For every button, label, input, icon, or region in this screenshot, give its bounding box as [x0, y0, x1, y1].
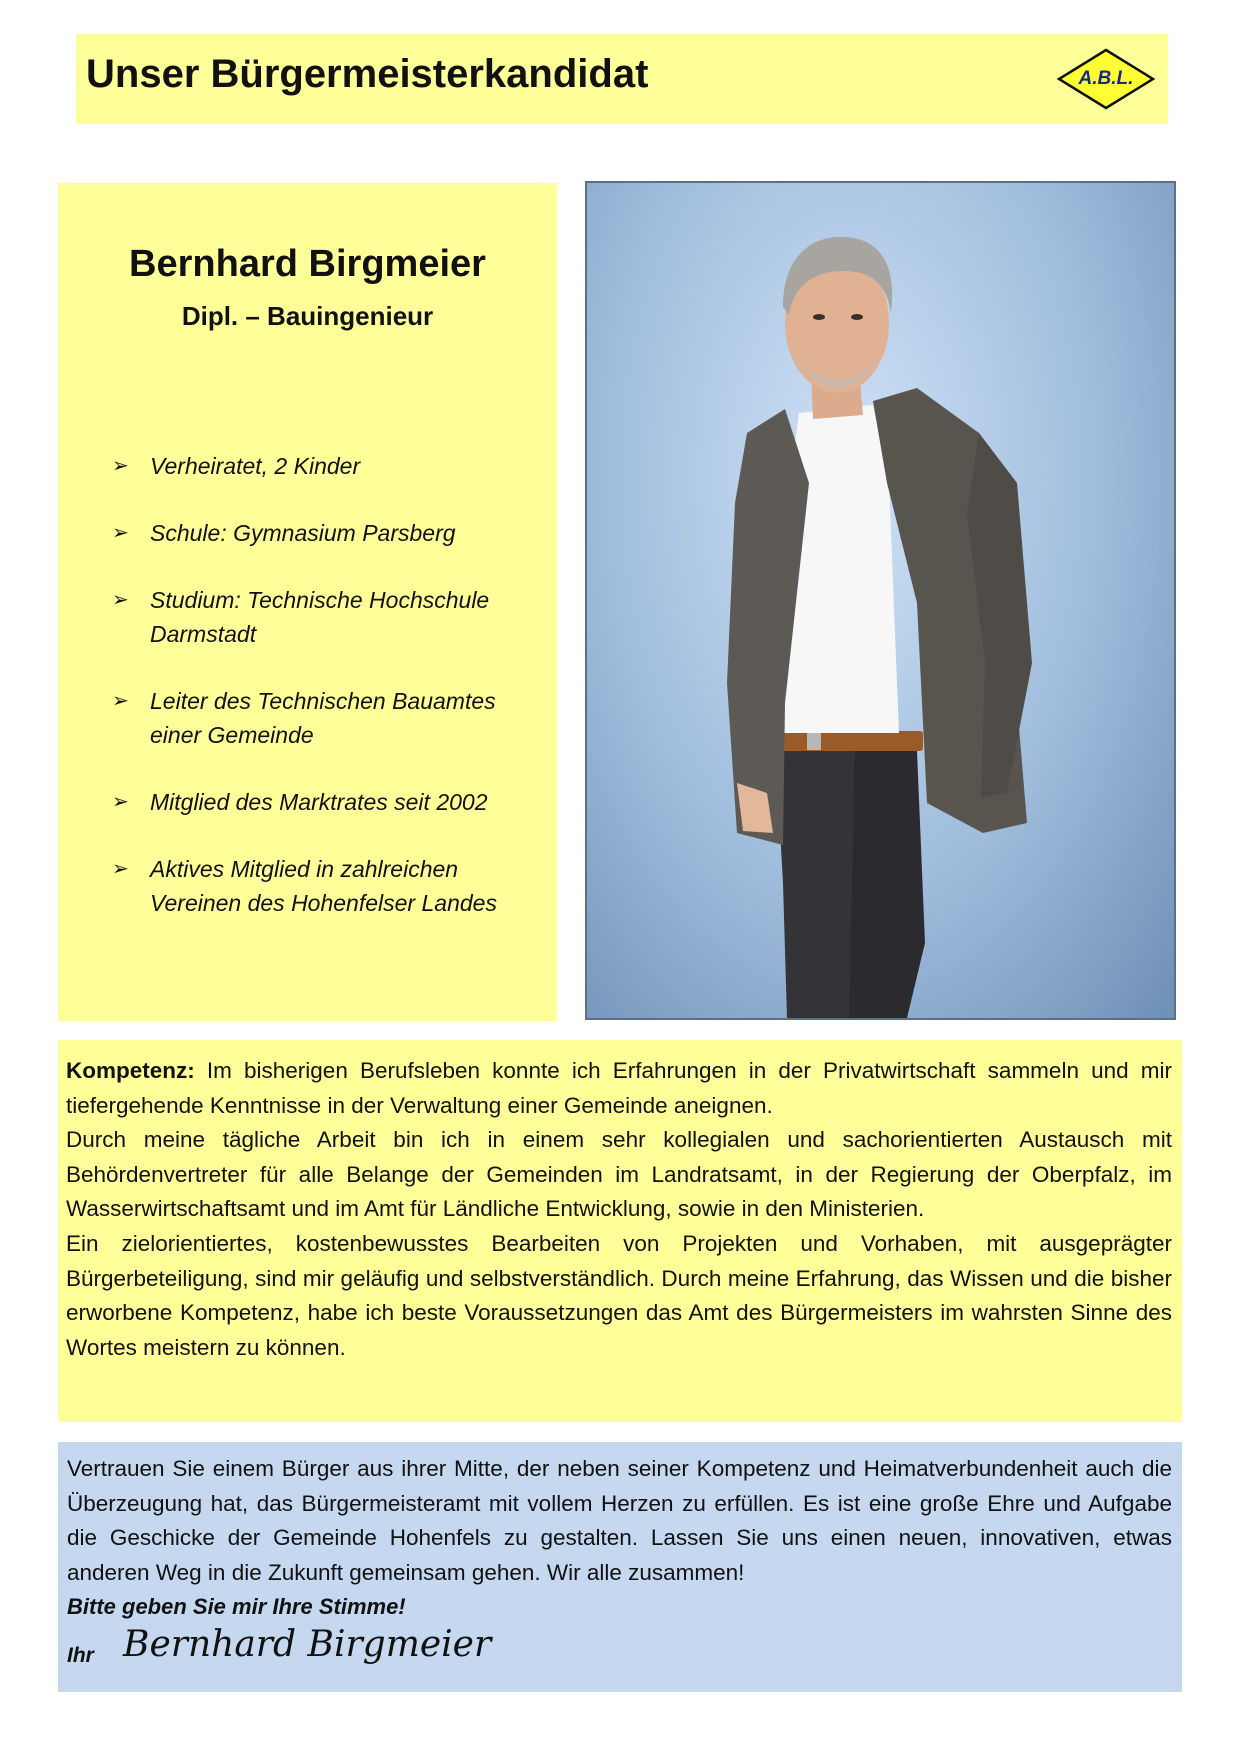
logo-text: A.B.L.	[1078, 68, 1134, 89]
trousers-right	[845, 743, 925, 1018]
eye-right	[851, 314, 863, 320]
bio-item-text: Verheiratet, 2 Kinder	[150, 453, 361, 479]
arrowhead-bullet-icon: ➢	[112, 791, 129, 813]
trousers-left	[775, 743, 855, 1018]
bio-item-text: Mitglied des Marktrates seit 2002	[150, 789, 488, 815]
bio-item-text: Schule: Gymnasium Parsberg	[150, 520, 456, 546]
candidate-name: Bernhard Birgmeier	[129, 243, 486, 285]
signoff	[67, 1624, 1172, 1676]
candidate-portrait-photo	[585, 181, 1176, 1020]
arrowhead-bullet-icon: ➢	[112, 690, 129, 712]
bio-item-text: Aktives Mitglied in zahlreichen Vereinen des Hohenfelser Landes	[150, 856, 497, 916]
bio-item	[112, 583, 552, 651]
competence-paragraph-1	[66, 1054, 1172, 1123]
arrowhead-bullet-icon: ➢	[112, 522, 129, 544]
competence-text-1: Im bisherigen Berufsleben konnte ich Erfahrungen in der Privatwirtschaft sammeln und mir tiefergehende Kenntnisse in der Verwaltung einer Gemeinde aneignen.	[66, 1058, 1172, 1118]
belt-buckle	[807, 732, 821, 750]
shirt	[783, 405, 899, 733]
appeal-section	[58, 1442, 1182, 1692]
arrowhead-bullet-icon: ➢	[112, 589, 129, 611]
abl-logo	[1056, 48, 1156, 110]
candidate-title: Dipl. – Bauingenieur	[181, 301, 434, 331]
eye-left	[813, 314, 825, 320]
bio-list	[112, 449, 552, 953]
page-title: Unser Bürgermeisterkandidat	[86, 52, 649, 96]
call-to-action: Bitte geben Sie mir Ihre Stimme!	[67, 1594, 406, 1620]
bio-item	[112, 449, 552, 483]
competence-paragraph-2: Durch meine tägliche Arbeit bin ich in einem sehr kollegialen und sachorientierten Austausch mit Behördenvertreter für alle Belange der Gemeinden im Landratsamt, in der Regierung der Oberpfalz, im Wasserwirtschaftsamt und im Amt für Ländliche Entwicklung, sowie in den Ministerien.	[66, 1127, 1172, 1222]
portrait-illustration	[587, 183, 1174, 1018]
handwritten-signature: Bernhard Birgmeier	[123, 1624, 492, 1666]
bio-item-text: Leiter des Technischen Bauamtes einer Gemeinde	[150, 688, 496, 748]
bio-item	[112, 785, 552, 819]
closing-word: Ihr	[67, 1644, 94, 1668]
bio-item	[112, 852, 552, 920]
header-banner	[76, 34, 1168, 124]
belt	[773, 731, 923, 751]
bio-item	[112, 684, 552, 752]
competence-label: Kompetenz:	[66, 1058, 195, 1083]
arrowhead-bullet-icon: ➢	[112, 858, 129, 880]
competence-paragraph-3: Ein zielorientiertes, kostenbewusstes Bearbeiten von Projekten und Vorhaben, mit ausgeprägter Bürgerbeteiligung, sind mir geläufig und selbstverständlich. Durch meine Erfahrung, das Wissen und die bisher erworbene Kompetenz, habe ich beste Voraussetzungen das Amt des Bürgermeisters im wahrsten Sinne des Wortes meistern zu können.	[66, 1230, 1172, 1360]
bio-item-text: Studium: Technische Hochschule Darmstadt	[150, 587, 490, 647]
appeal-text: Vertrauen Sie einem Bürger aus ihrer Mitte, der neben seiner Kompetenz und Heimatverbundenheit auch die Überzeugung hat, das Bürgermeisteramt mit vollem Herzen zu erfüllen. Es ist eine große Ehre und Aufgabe die Geschicke der Gemeinde Hohenfels zu gestalten. Lassen Sie uns einen neuen, innovativen, etwas anderen Weg in die Zukunft gemeinsam gehen. Wir alle zusammen!	[67, 1456, 1172, 1585]
competence-section	[58, 1040, 1182, 1422]
arrowhead-bullet-icon: ➢	[112, 455, 129, 477]
bio-item	[112, 516, 552, 550]
candidate-info-panel	[58, 183, 557, 1021]
